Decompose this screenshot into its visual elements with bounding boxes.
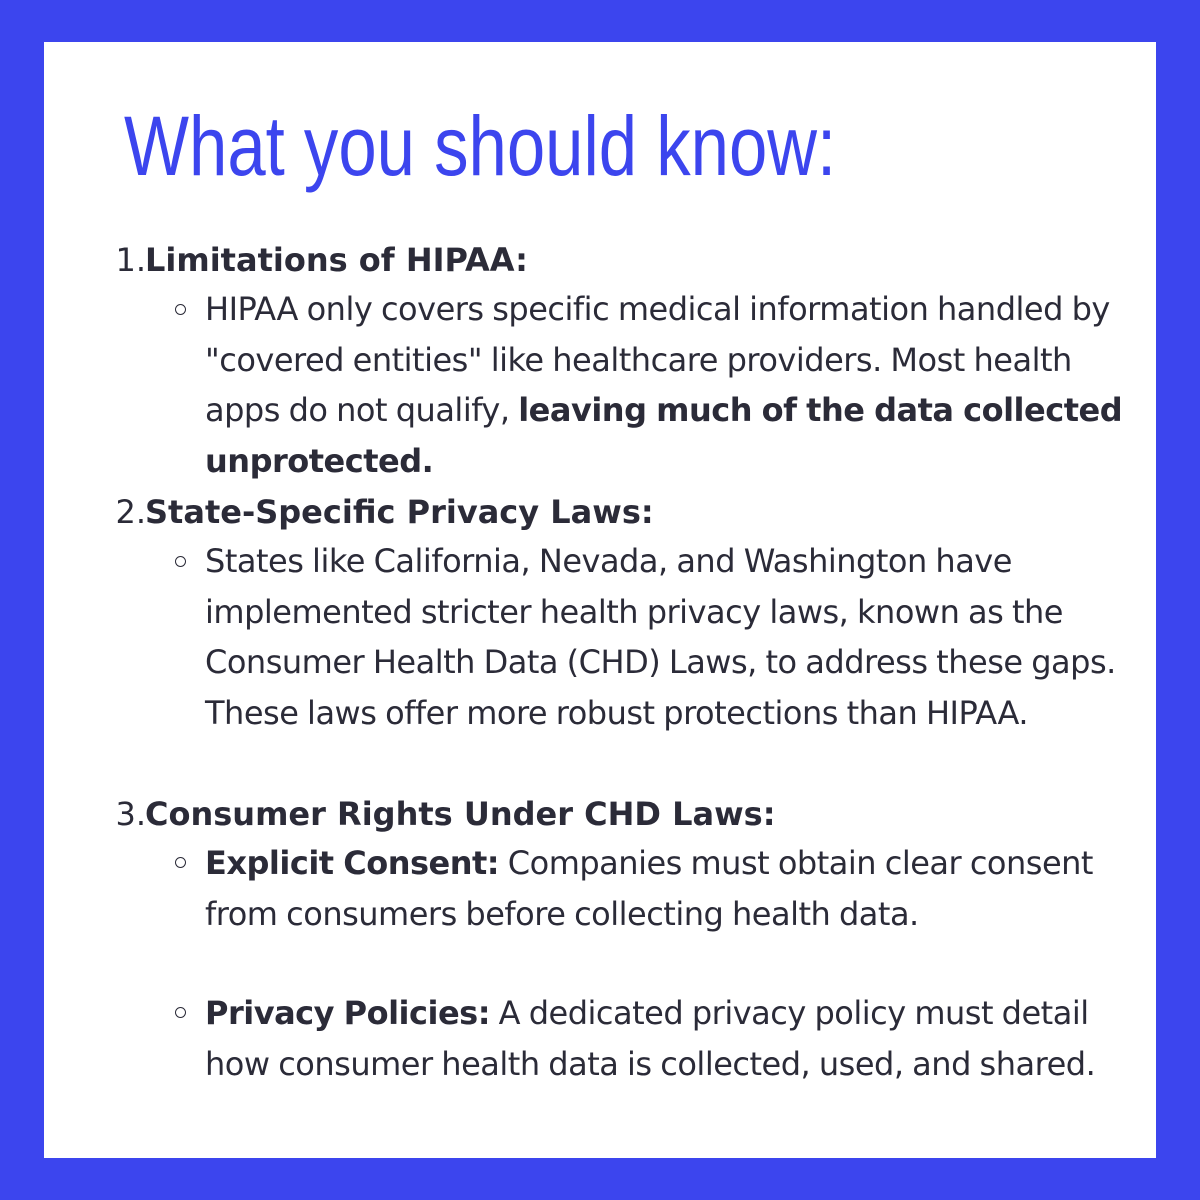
- hollow-circle-bullet-icon: [175, 1007, 186, 1018]
- section-1-bullet-1: [205, 284, 1135, 486]
- section-heading-3: Consumer Rights Under CHD Laws:: [145, 795, 776, 833]
- bullet-text: HIPAA only covers specific medical information handled by "covered entities" like healthcare providers. Most health apps do not qualify,: [205, 290, 1110, 429]
- bullet-text: Companies must obtain clear consent from consumers before collecting health data.: [205, 844, 1093, 933]
- section-3-bullet-2: [205, 988, 1135, 1089]
- numbered-list: [44, 42, 1156, 1158]
- bullet-text: A dedicated privacy policy must detail how consumer health data is collected, used, and shared.: [205, 994, 1096, 1083]
- section-heading-1: Limitations of HIPAA:: [145, 241, 528, 279]
- section-3-bullet-1: [205, 838, 1135, 939]
- hollow-circle-bullet-icon: [175, 556, 186, 567]
- section-heading-2: State-Specific Privacy Laws:: [145, 493, 654, 531]
- content-card: [44, 42, 1156, 1158]
- hollow-circle-bullet-icon: [175, 304, 186, 315]
- list-number-1: 1.: [115, 241, 146, 279]
- bullet-lead: Explicit Consent:: [205, 844, 500, 882]
- list-number-2: 2.: [115, 493, 146, 531]
- bullet-lead: Privacy Policies:: [205, 994, 490, 1032]
- hollow-circle-bullet-icon: [175, 857, 186, 868]
- list-number-3: 3.: [115, 795, 146, 833]
- section-2-bullet-1: States like California, Nevada, and Washington have implemented stricter health privacy laws, known as the Consumer Health Data (CHD) Laws, to address these gaps. These laws offer more robust protections than HIPAA.: [205, 542, 1116, 732]
- bullet-bold-tail: leaving much of the data collected unprotected.: [205, 391, 1123, 480]
- page-title: What you should know:: [124, 99, 837, 193]
